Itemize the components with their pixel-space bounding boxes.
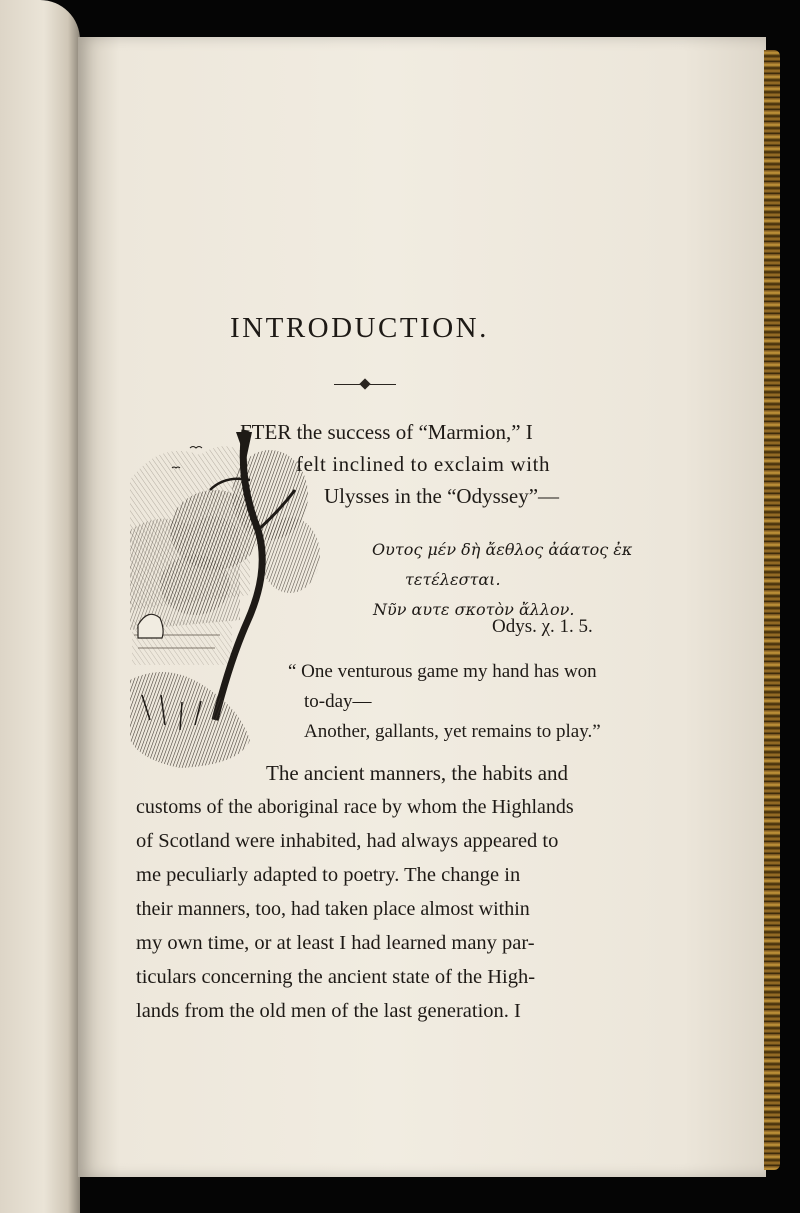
body-line-8: lands from the old men of the last generation. I xyxy=(136,1000,521,1022)
ornamental-rule xyxy=(334,380,396,390)
opening-line-1: FTER the success of “Marmion,” I xyxy=(240,420,533,444)
body-line-7: ticulars concerning the ancient state of the High- xyxy=(136,966,536,988)
translation-line-3: Another, gallants, yet remains to play.” xyxy=(304,721,601,742)
opening-line-3: Ulysses in the “Odyssey”— xyxy=(324,484,560,508)
greek-line-1: Ουτος μέν δὴ ἄεθλος ἀάατος ἐκ xyxy=(372,540,633,559)
citation: Odys. χ. 1. 5. xyxy=(492,616,593,637)
greek-line-2: τετέλεσται. xyxy=(405,570,501,589)
translation-line-1: “ One venturous game my hand has won xyxy=(288,661,597,682)
translation-line-2: to-day— xyxy=(304,691,372,712)
opening-line-2: felt inclined to exclaim with xyxy=(296,452,551,476)
body-line-3: of Scotland were inhabited, had always appeared to xyxy=(136,830,559,852)
body-line-2: customs of the aboriginal race by whom the Highlands xyxy=(136,796,574,818)
left-page xyxy=(0,0,80,1213)
greek-line-3: Νῦν αυτε σκοτὸν ἄλλον. xyxy=(373,600,575,619)
body-line-4: me peculiarly adapted to poetry. The change in xyxy=(136,864,521,886)
body-line-6: my own time, or at least I had learned many par- xyxy=(136,932,535,954)
body-line-5: their manners, too, had taken place almost within xyxy=(136,898,530,920)
gilt-page-edge xyxy=(764,50,780,1170)
body-line-1: The ancient manners, the habits and xyxy=(266,761,569,785)
chapter-title: INTRODUCTION. xyxy=(230,312,489,344)
